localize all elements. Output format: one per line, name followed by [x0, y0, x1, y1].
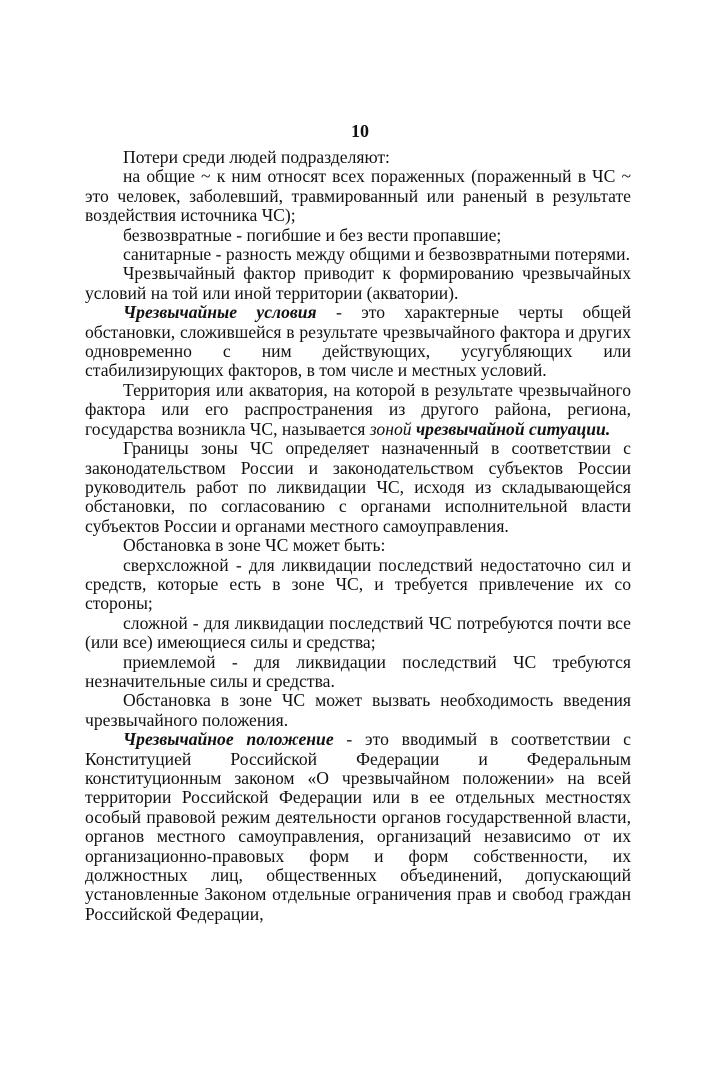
- term-definition: Чрезвычайное положение: [123, 729, 334, 750]
- para-situation-complex: [85, 614, 631, 653]
- term-definition: чрезвычайной ситуации.: [415, 418, 611, 439]
- paragraph-text: безвозвратные - погибшие и без вести пропавшие;: [123, 224, 502, 245]
- para-losses-total: [85, 167, 631, 225]
- para-situation-intro: [85, 536, 631, 555]
- paragraph-text: сверхсложной - для ликвидации последствий недостаточно сил и средств, которые есть в зоне ЧС, и требуется привлечение их со стороны;: [85, 554, 631, 614]
- paragraph-text: приемлемой - для ликвидации последствий ЧС требуются незначительные силы и средства.: [85, 651, 631, 691]
- paragraph-text: - это вводимый в соответствии с Конституцией Российской Федерации и Федеральным конституционным законом «О чрезвычайном положении» на всей территории Российской Федерации или в ее отдельных местностях особый правовой режим деятельности органов государственной власти, органов местного самоуправления, организаций независимо от их организационно-правовых форм и форм собственности, их должностных лиц, общественных объединений, допускающий установленные Законом отдельные ограничения прав и свобод граждан Российской Федерации,: [85, 729, 631, 924]
- paragraph-text: Границы зоны ЧС определяет назначенный в соответствии с законодательством России и законодательством субъектов России руководитель работ по ликвидации ЧС, исходя из складывающейся обстановки, по согласованию с органами исполнительной власти субъектов России и органами местного самоуправления.: [85, 438, 631, 536]
- para-losses-intro: [85, 148, 631, 167]
- paragraph-text: Обстановка в зоне ЧС может быть:: [123, 535, 386, 556]
- para-emergency-factor: [85, 264, 631, 303]
- para-state-of-emergency: [85, 730, 631, 924]
- para-situation-supercomplex: [85, 556, 631, 614]
- para-losses-sanitary: [85, 245, 631, 264]
- para-emergency-conditions: [85, 303, 631, 381]
- paragraph-text: Обстановка в зоне ЧС может вызвать необходимость введения чрезвычайного положения.: [85, 690, 631, 730]
- paragraph-text: Территория или акватория, на которой в результате чрезвычайного фактора или его распространения из другого района, региона, государства возникла ЧС, называется: [85, 379, 631, 439]
- para-situation-acceptable: [85, 653, 631, 692]
- paragraph-text: Чрезвычайный фактор приводит к формированию чрезвычайных условий на той или иной территории (акватории).: [85, 263, 631, 303]
- para-zone-boundaries: [85, 439, 631, 536]
- term-definition: Чрезвычайные условия: [123, 302, 317, 323]
- paragraph-text: Потери среди людей подразделяют:: [123, 147, 390, 167]
- para-situation-necessity: [85, 691, 631, 730]
- paragraph-text: на общие ~ к ним относят всех пораженных (пораженный в ЧС ~ это человек, заболевший, травмированный или раненый в результате воздействия источника ЧС);: [85, 166, 631, 226]
- paragraph-text: - это характерные черты общей обстановки, сложившейся в результате чрезвычайного фактора и других одновременно с ним действующих, усугубляющих или стабилизирующих факторов, в том числе и местных условий.: [85, 302, 631, 381]
- italic-text: зоной: [369, 418, 416, 439]
- paragraph-text: сложной - для ликвидации последствий ЧС потребуются почти все (или все) имеющиеся силы и средства;: [85, 612, 631, 653]
- page-number: 10: [351, 121, 369, 141]
- body-text: [85, 148, 631, 924]
- para-emergency-zone: [85, 381, 631, 439]
- paragraph-text: санитарные - разность между общими и безвозвратными потерями.: [123, 244, 630, 265]
- para-losses-irrecoverable: [85, 226, 631, 245]
